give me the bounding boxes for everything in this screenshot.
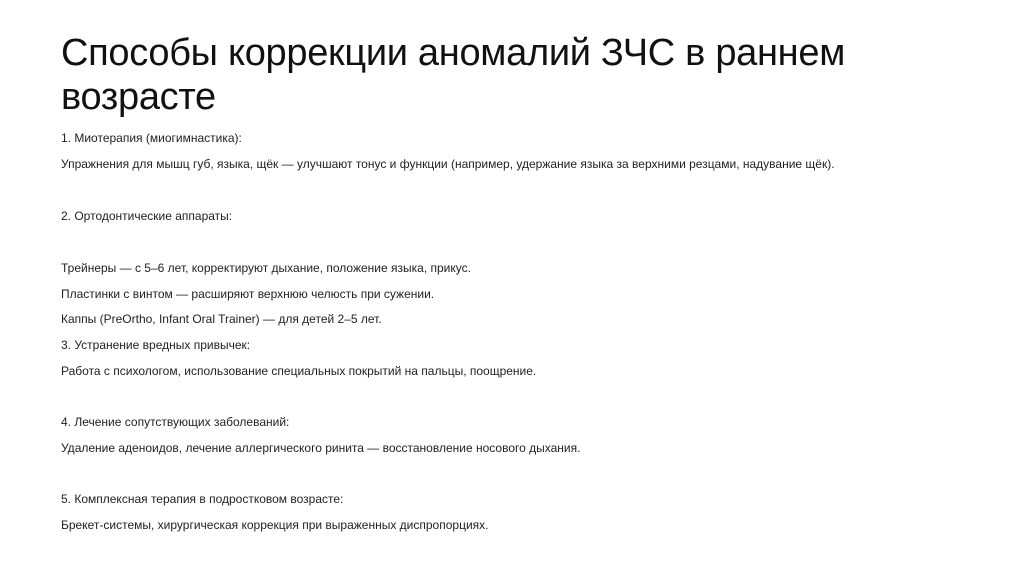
paragraph-habits: Работа с психологом, использование специальных покрытий на пальцы, поощрение. <box>61 364 537 378</box>
section-heading-diseases: 4. Лечение сопутствующих заболеваний: <box>61 415 290 429</box>
paragraph-adolescent: Брекет-системы, хирургическая коррекция при выраженных диспропорциях. <box>61 518 489 532</box>
section-heading-habits: 3. Устранение вредных привычек: <box>61 338 251 352</box>
paragraph-diseases: Удаление аденоидов, лечение аллергического ринита — восстановление носового дыхания. <box>61 441 581 455</box>
paragraph-myotherapy: Упражнения для мышц губ, языка, щёк — улучшают тонус и функции (например, удержание языка за верхними резцами, надувание щёк). <box>61 157 835 171</box>
title-line-1: Способы коррекции аномалий ЗЧС в раннем <box>61 32 846 74</box>
section-heading-adolescent: 5. Комплексная терапия в подростковом возрасте: <box>61 492 344 506</box>
title-line-2: возрасте <box>61 76 216 118</box>
paragraph-trainers: Трейнеры — с 5–6 лет, корректируют дыхание, положение языка, прикус. <box>61 261 471 275</box>
paragraph-plates: Пластинки с винтом — расширяют верхнюю челюсть при сужении. <box>61 287 435 301</box>
section-heading-myotherapy: 1. Миотерапия (миогимнастика): <box>61 131 242 145</box>
slide-title <box>61 31 961 119</box>
section-heading-appliances: 2. Ортодонтические аппараты: <box>61 209 233 223</box>
paragraph-caps: Каппы (PreOrtho, Infant Oral Trainer) — для детей 2–5 лет. <box>61 312 382 326</box>
